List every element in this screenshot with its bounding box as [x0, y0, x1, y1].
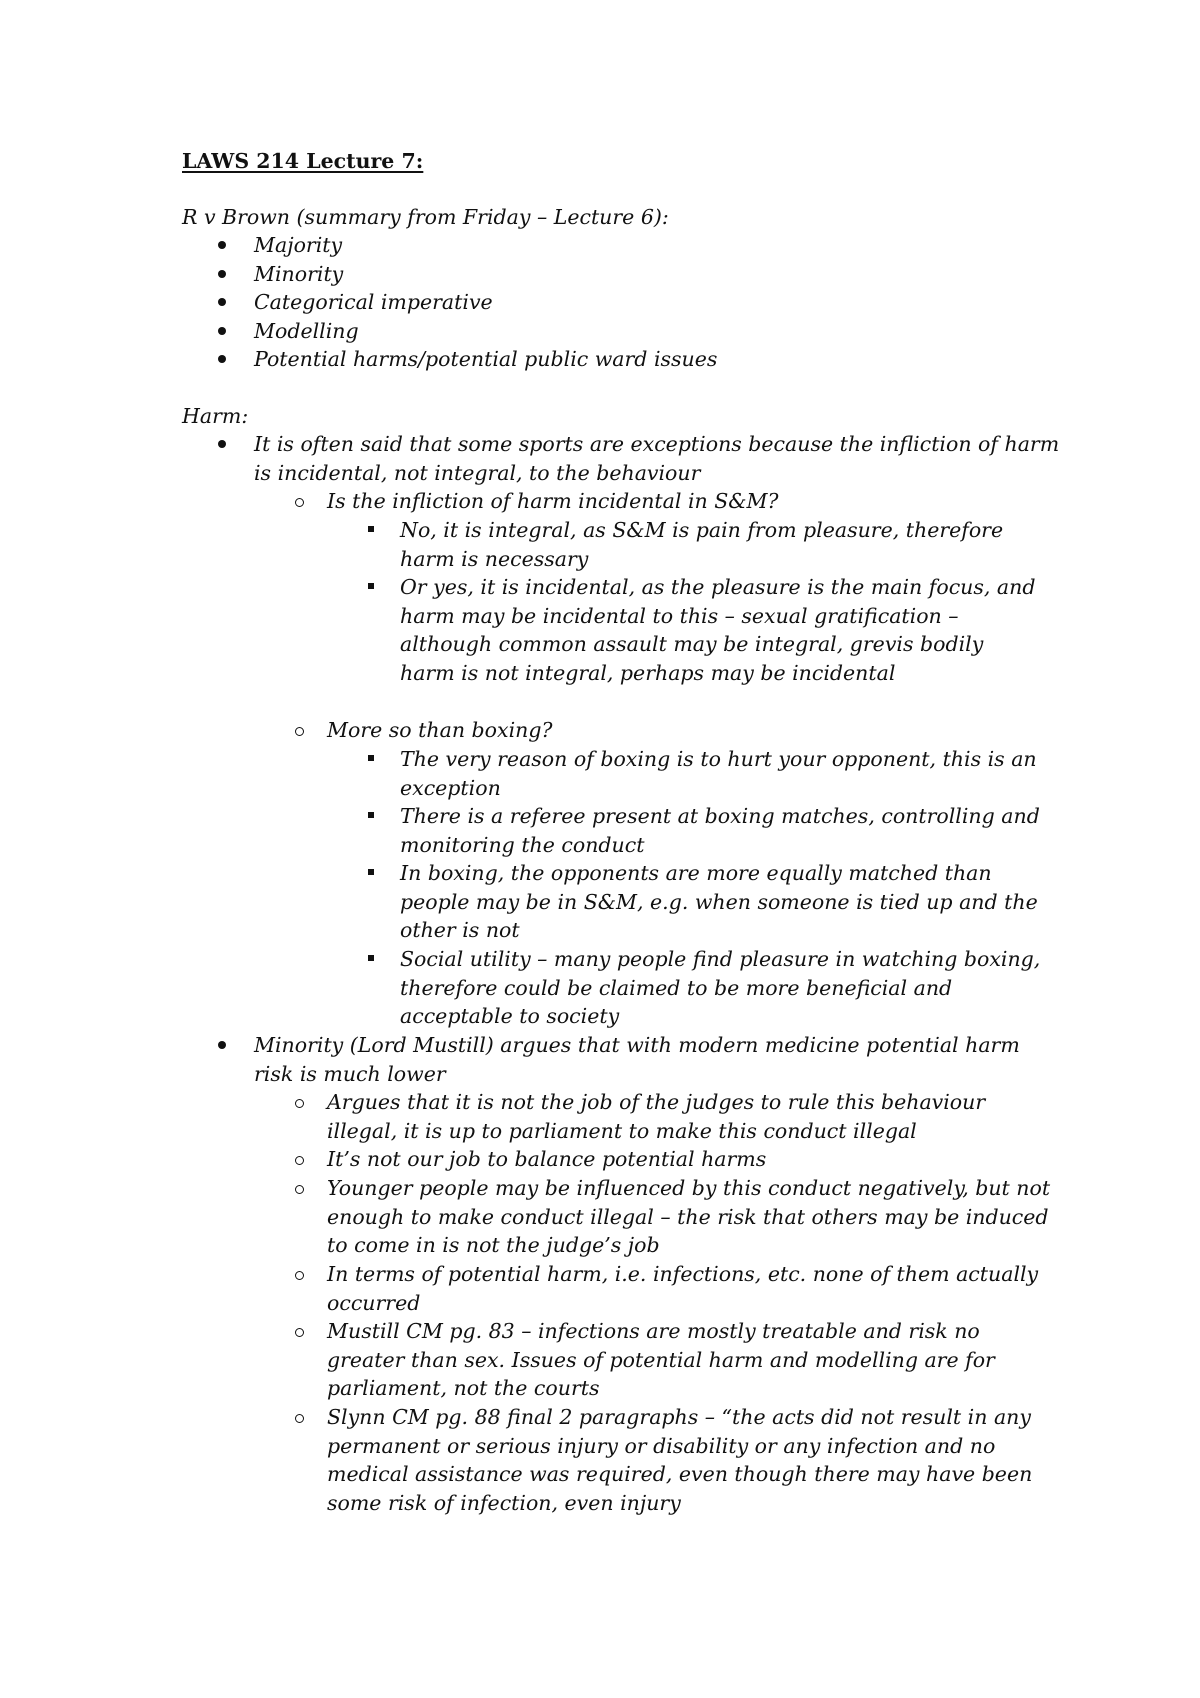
harm-sub-item: Slynn CM pg. 88 final 2 paragraphs – “the acts did not result in any permanent or serious injury or disability or any infection and no medical assistance was required, even though there may have been some risk of infection, even injury: [327, 1403, 1032, 1517]
summary-item: Potential harms/potential public ward issues: [254, 345, 717, 374]
bullet-circle-icon: [295, 1271, 304, 1280]
harm-point: No, it is integral, as S&M is pain from pleasure, therefore harm is necessary: [400, 516, 1003, 573]
summary-heading: R v Brown (summary from Friday – Lecture 6):: [182, 205, 669, 229]
summary-item: Modelling: [254, 317, 359, 346]
bullet-square-icon: [368, 755, 374, 761]
bullet-square-icon: [368, 955, 374, 961]
bullet-disc-icon: [218, 270, 226, 278]
harm-sub-item: More so than boxing?: [327, 716, 552, 745]
summary-item: Majority: [254, 231, 342, 260]
bullet-circle-icon: [295, 498, 304, 507]
harm-heading: Harm:: [182, 404, 249, 428]
harm-sub-item: Mustill CM pg. 83 – infections are mostly treatable and risk no greater than sex. Issues of potential harm and modelling are for parliament, not the courts: [327, 1317, 995, 1403]
harm-sub-item: Is the infliction of harm incidental in S&M?: [327, 487, 779, 516]
harm-point: There is a referee present at boxing matches, controlling and monitoring the conduct: [400, 802, 1040, 859]
harm-point: Or yes, it is incidental, as the pleasure is the main focus, and harm may be incidental to this – sexual gratification – although common assault may be integral, grevis bodily harm is not integral, perhaps may be incidental: [400, 573, 1035, 687]
harm-bullet: It is often said that some sports are exceptions because the infliction of harm is incidental, not integral, to the behaviour: [254, 430, 1059, 487]
bullet-square-icon: [368, 526, 374, 532]
bullet-disc-icon: [218, 241, 226, 249]
bullet-disc-icon: [218, 298, 226, 306]
bullet-square-icon: [368, 869, 374, 875]
summary-item: Categorical imperative: [254, 288, 493, 317]
bullet-disc-icon: [218, 327, 226, 335]
summary-item: Minority: [254, 260, 343, 289]
harm-sub-item: In terms of potential harm, i.e. infections, etc. none of them actually occurred: [327, 1260, 1038, 1317]
harm-sub-item: Argues that it is not the job of the judges to rule this behaviour illegal, it is up to parliament to make this conduct illegal: [327, 1088, 985, 1145]
harm-point: The very reason of boxing is to hurt your opponent, this is an exception: [400, 745, 1037, 802]
document-title: LAWS 214 Lecture 7:: [182, 149, 424, 173]
bullet-circle-icon: [295, 1185, 304, 1194]
bullet-disc-icon: [218, 440, 226, 448]
bullet-circle-icon: [295, 1099, 304, 1108]
bullet-circle-icon: [295, 1414, 304, 1423]
harm-sub-item: It’s not our job to balance potential harms: [327, 1145, 766, 1174]
bullet-circle-icon: [295, 1156, 304, 1165]
bullet-circle-icon: [295, 727, 304, 736]
bullet-disc-icon: [218, 1041, 226, 1049]
harm-bullet: Minority (Lord Mustill) argues that with modern medicine potential harm risk is much lower: [254, 1031, 1020, 1088]
harm-point: In boxing, the opponents are more equally matched than people may be in S&M, e.g. when someone is tied up and the other is not: [400, 859, 1038, 945]
harm-sub-item: Younger people may be influenced by this conduct negatively, but not enough to make conduct illegal – the risk that others may be induced to come in is not the judge’s job: [327, 1174, 1050, 1260]
bullet-square-icon: [368, 812, 374, 818]
bullet-square-icon: [368, 583, 374, 589]
harm-point: Social utility – many people find pleasure in watching boxing, therefore could be claimed to be more beneficial and acceptable to society: [400, 945, 1040, 1031]
bullet-circle-icon: [295, 1328, 304, 1337]
bullet-disc-icon: [218, 355, 226, 363]
